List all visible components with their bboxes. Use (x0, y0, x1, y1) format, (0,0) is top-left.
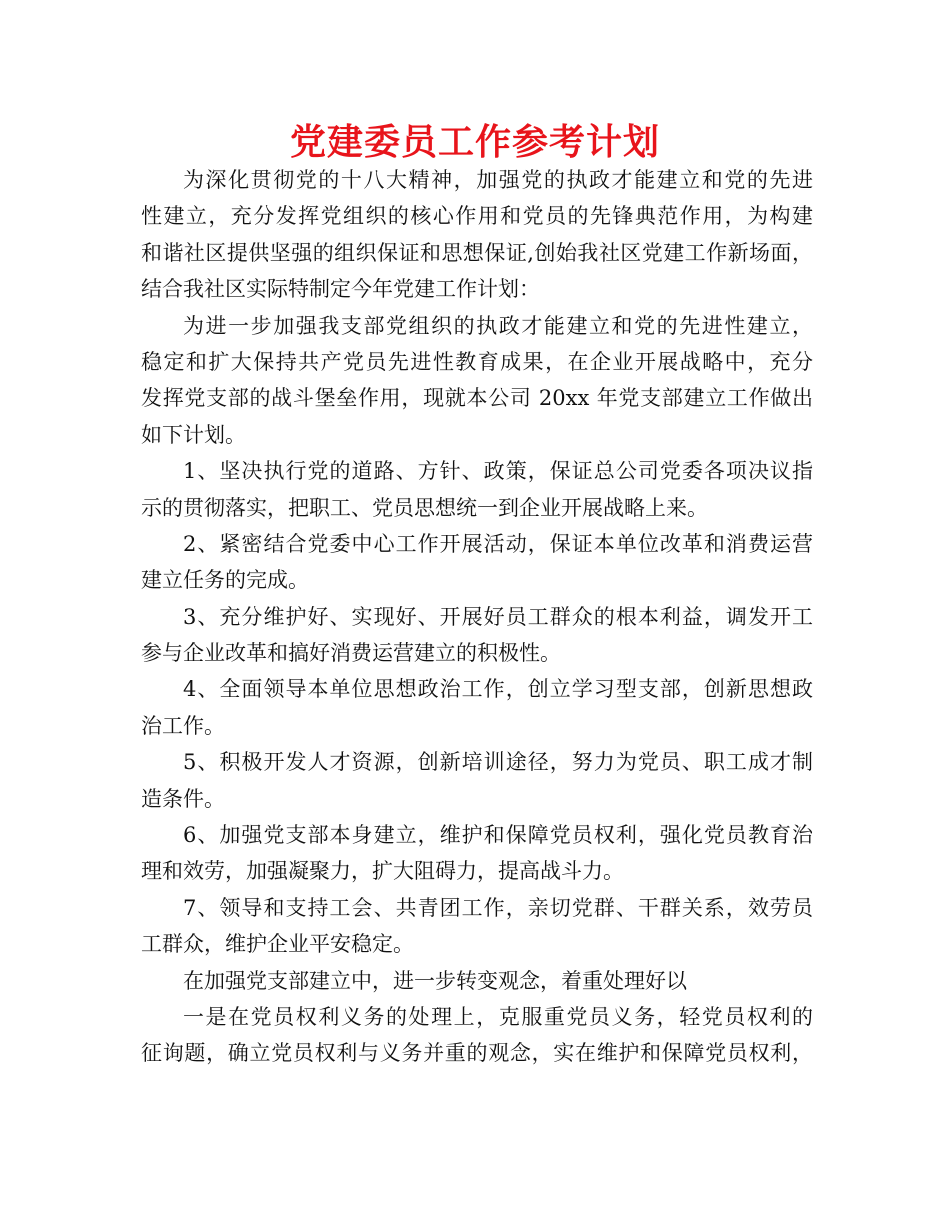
text-line: 建立任务的完成。 (141, 568, 309, 593)
text-line: 2、紧密结合党委中心工作开展活动，保证本单位改革和消费运营 (183, 531, 813, 556)
text-line: 3、充分维护好、实现好、开展好员工群众的根本利益，调发开工 (183, 604, 813, 629)
text-line: 发挥党支部的战斗堡垒作用，现就本公司 20xx 年党支部建立工作做出 (141, 386, 813, 411)
text-line: 造条件。 (141, 786, 225, 811)
document-title: 党建委员工作参考计划 (289, 122, 660, 163)
text-line: 示的贯彻落实，把职工、党员思想统一到企业开展战略上来。 (141, 495, 708, 520)
text-line: 4、全面领导本单位思想政治工作，创立学习型支部，创新思想政 (183, 677, 813, 702)
text-line: 工群众，维护企业平安稳定。 (141, 932, 414, 957)
text-line: 理和效劳，加强凝聚力，扩大阻碍力，提高战斗力。 (141, 859, 624, 884)
text-line: 6、加强党支部本身建立，维护和保障党员权利，强化党员教育治 (183, 823, 813, 848)
text-line: 1、坚决执行党的道路、方针、政策，保证总公司党委各项决议指 (183, 459, 813, 484)
text-line: 结合我社区实际特制定今年党建工作计划： (141, 277, 540, 302)
text-line: 如下计划。 (141, 422, 246, 447)
text-line: 参与企业改革和搞好消费运营建立的积极性。 (141, 641, 561, 666)
text-line: 5、积极开发人才资源，创新培训途径，努力为党员、职工成才制 (183, 750, 813, 775)
text-line: 和谐社区提供坚强的组织保证和思想保证,创始我社区党建工作新场面， (141, 240, 813, 265)
text-line: 一是在党员权利义务的处理上，克服重党员义务，轻党员权利的 (183, 1004, 813, 1029)
text-line: 征询题，确立党员权利与义务并重的观念，实在维护和保障党员权利， (141, 1041, 813, 1066)
text-line: 为深化贯彻党的十八大精神，加强党的执政才能建立和党的先进 (183, 168, 813, 192)
text-line: 性建立，充分发挥党组织的核心作用和党员的先锋典范作用，为构建 (141, 204, 813, 229)
text-line: 治工作。 (141, 713, 225, 738)
text-line: 稳定和扩大保持共产党员先进性教育成果，在企业开展战略中，充分 (141, 349, 813, 374)
text-line: 为进一步加强我支部党组织的执政才能建立和党的先进性建立， (183, 313, 813, 338)
document-body (141, 162, 813, 1072)
text-line: 7、领导和支持工会、共青团工作，亲切党群、干群关系，效劳员 (183, 895, 813, 920)
text-line: 在加强党支部建立中，进一步转变观念，着重处理好以 (183, 968, 687, 993)
